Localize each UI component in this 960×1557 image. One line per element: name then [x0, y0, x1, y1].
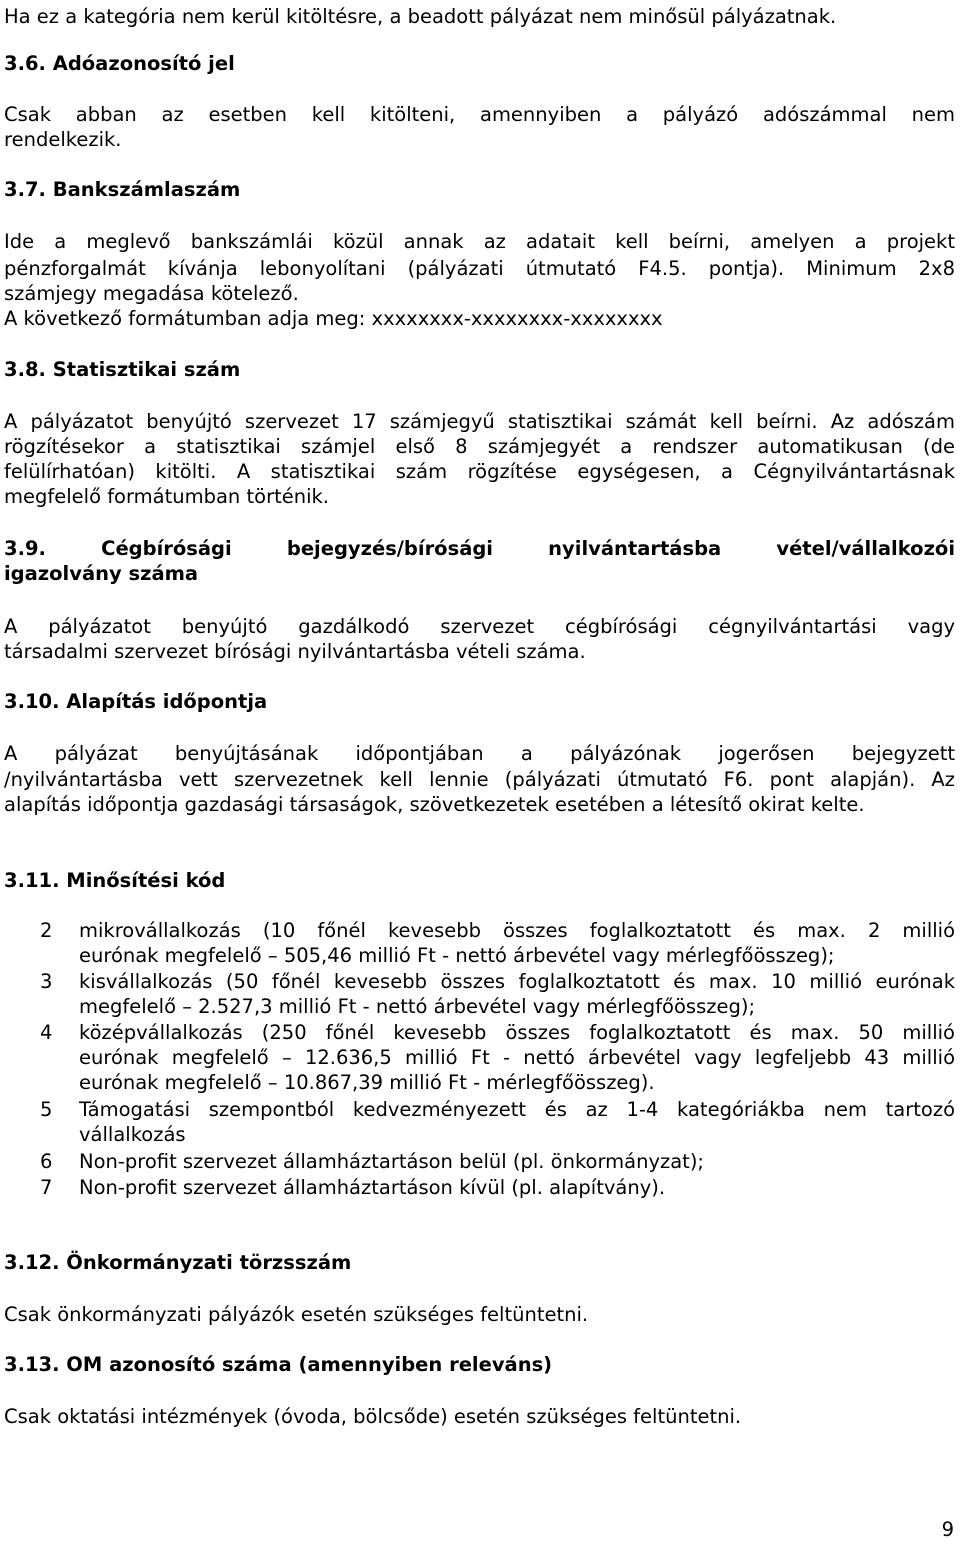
list-item-line: kisvállalkozás (50 főnél kevesebb összes foglalkoztatott és max. 10 millió eurónak: [79, 970, 955, 993]
section-3-10-heading: 3.10. Alapítás időpontja: [4, 690, 268, 713]
section-3-11-heading: 3.11. Minősítési kód: [4, 869, 226, 892]
section-3-9-paragraph-line: A pályázatot benyújtó gazdálkodó szervezet cégbírósági cégnyilvántartási vagy: [4, 615, 955, 638]
section-3-6-paragraph-line: rendelkezik.: [4, 128, 122, 151]
list-item-line: Non-profit szervezet államháztartáson kívül (pl. alapítvány).: [79, 1176, 666, 1199]
list-item-line: eurónak megfelelő – 12.636,5 millió Ft - nettó árbevétel vagy legfeljebb 43 millió: [79, 1046, 955, 1069]
section-3-8-paragraph-line: megfelelő formátumban történik.: [4, 485, 329, 508]
section-3-6-heading: 3.6. Adóazonosító jel: [4, 52, 235, 75]
list-item-number: 7: [40, 1176, 53, 1199]
list-item-line: eurónak megfelelő – 505,46 millió Ft - nettó árbevétel vagy mérlegfőösszeg);: [79, 944, 835, 967]
list-item-line: megfelelő – 2.527,3 millió Ft - nettó árbevétel vagy mérlegfőösszeg);: [79, 995, 756, 1018]
section-3-10-paragraph-line: A pályázat benyújtásának időpontjában a pályázónak jogerősen bejegyzett: [4, 742, 955, 765]
list-item-line: mikrovállalkozás (10 főnél kevesebb összes foglalkoztatott és max. 2 millió: [79, 919, 955, 942]
list-item-number: 2: [40, 919, 53, 942]
section-3-12-paragraph-line: Csak önkormányzati pályázók esetén szükséges feltüntetni.: [4, 1303, 589, 1326]
section-3-9-heading-cont: igazolvány száma: [4, 562, 199, 585]
section-3-13-heading: 3.13. OM azonosító száma (amennyiben releváns): [4, 1353, 553, 1376]
section-3-10-paragraph-line: /nyilvántartásba vett szervezetnek kell lennie (pályázati útmutató F6. pont alapján). Az: [4, 768, 955, 791]
section-3-13-paragraph-line: Csak oktatási intézmények (óvoda, bölcsőde) esetén szükséges feltüntetni.: [4, 1405, 742, 1428]
list-item-line: eurónak megfelelő – 10.867,39 millió Ft - mérlegfőösszeg).: [79, 1071, 655, 1094]
list-item-number: 5: [40, 1098, 53, 1121]
section-3-6-paragraph-line: Csak abban az esetben kell kitölteni, amennyiben a pályázó adószámmal nem: [4, 103, 955, 126]
section-3-7-paragraph-line: pénzforgalmát kívánja lebonyolítani (pályázati útmutató F4.5. pontja). Minimum 2x8: [4, 257, 955, 280]
section-3-8-paragraph-line: felülírhatóan) kitölti. A statisztikai szám rögzítése egységesen, a Cégnyilvántartásnak: [4, 460, 955, 483]
intro-text: Ha ez a kategória nem kerül kitöltésre, a beadott pályázat nem minősül pályázatnak.: [4, 5, 837, 28]
section-3-9-paragraph-line: társadalmi szervezet bírósági nyilvántartásba vételi száma.: [4, 640, 586, 663]
section-3-8-paragraph-line: rögzítésekor a statisztikai számjel első 8 számjegyét a rendszer automatikusan (de: [4, 435, 955, 458]
list-item-number: 6: [40, 1150, 53, 1173]
list-item-line: középvállalkozás (250 főnél kevesebb összes foglalkoztatott és max. 50 millió: [79, 1021, 955, 1044]
list-item-number: 4: [40, 1021, 53, 1044]
page-number: 9: [941, 1518, 954, 1541]
section-3-7-format-line: A következő formátumban adja meg: xxxxxxxx-xxxxxxxx-xxxxxxxx: [4, 307, 663, 330]
list-item-number: 3: [40, 970, 53, 993]
section-3-7-paragraph-line: számjegy megadása kötelező.: [4, 282, 299, 305]
section-3-7-heading: 3.7. Bankszámlaszám: [4, 178, 241, 201]
list-item-line: vállalkozás: [79, 1123, 186, 1146]
section-3-8-heading: 3.8. Statisztikai szám: [4, 358, 241, 381]
list-item-line: Non-profit szervezet államháztartáson belül (pl. önkormányzat);: [79, 1150, 704, 1173]
section-3-8-paragraph-line: A pályázatot benyújtó szervezet 17 számjegyű statisztikai számát kell beírni. Az adószám: [4, 410, 955, 433]
section-3-12-heading: 3.12. Önkormányzati törzsszám: [4, 1251, 352, 1274]
section-3-10-paragraph-line: alapítás időpontja gazdasági társaságok, szövetkezetek esetében a létesítő okirat kelte.: [4, 793, 865, 816]
section-3-9-heading: 3.9. Cégbírósági bejegyzés/bírósági nyilvántartásba vétel/vállalkozói: [4, 537, 955, 560]
list-item-line: Támogatási szempontból kedvezményezett és az 1-4 kategóriákba nem tartozó: [79, 1098, 955, 1121]
section-3-7-paragraph-line: Ide a meglevő bankszámlái közül annak az adatait kell beírni, amelyen a projekt: [4, 230, 955, 253]
